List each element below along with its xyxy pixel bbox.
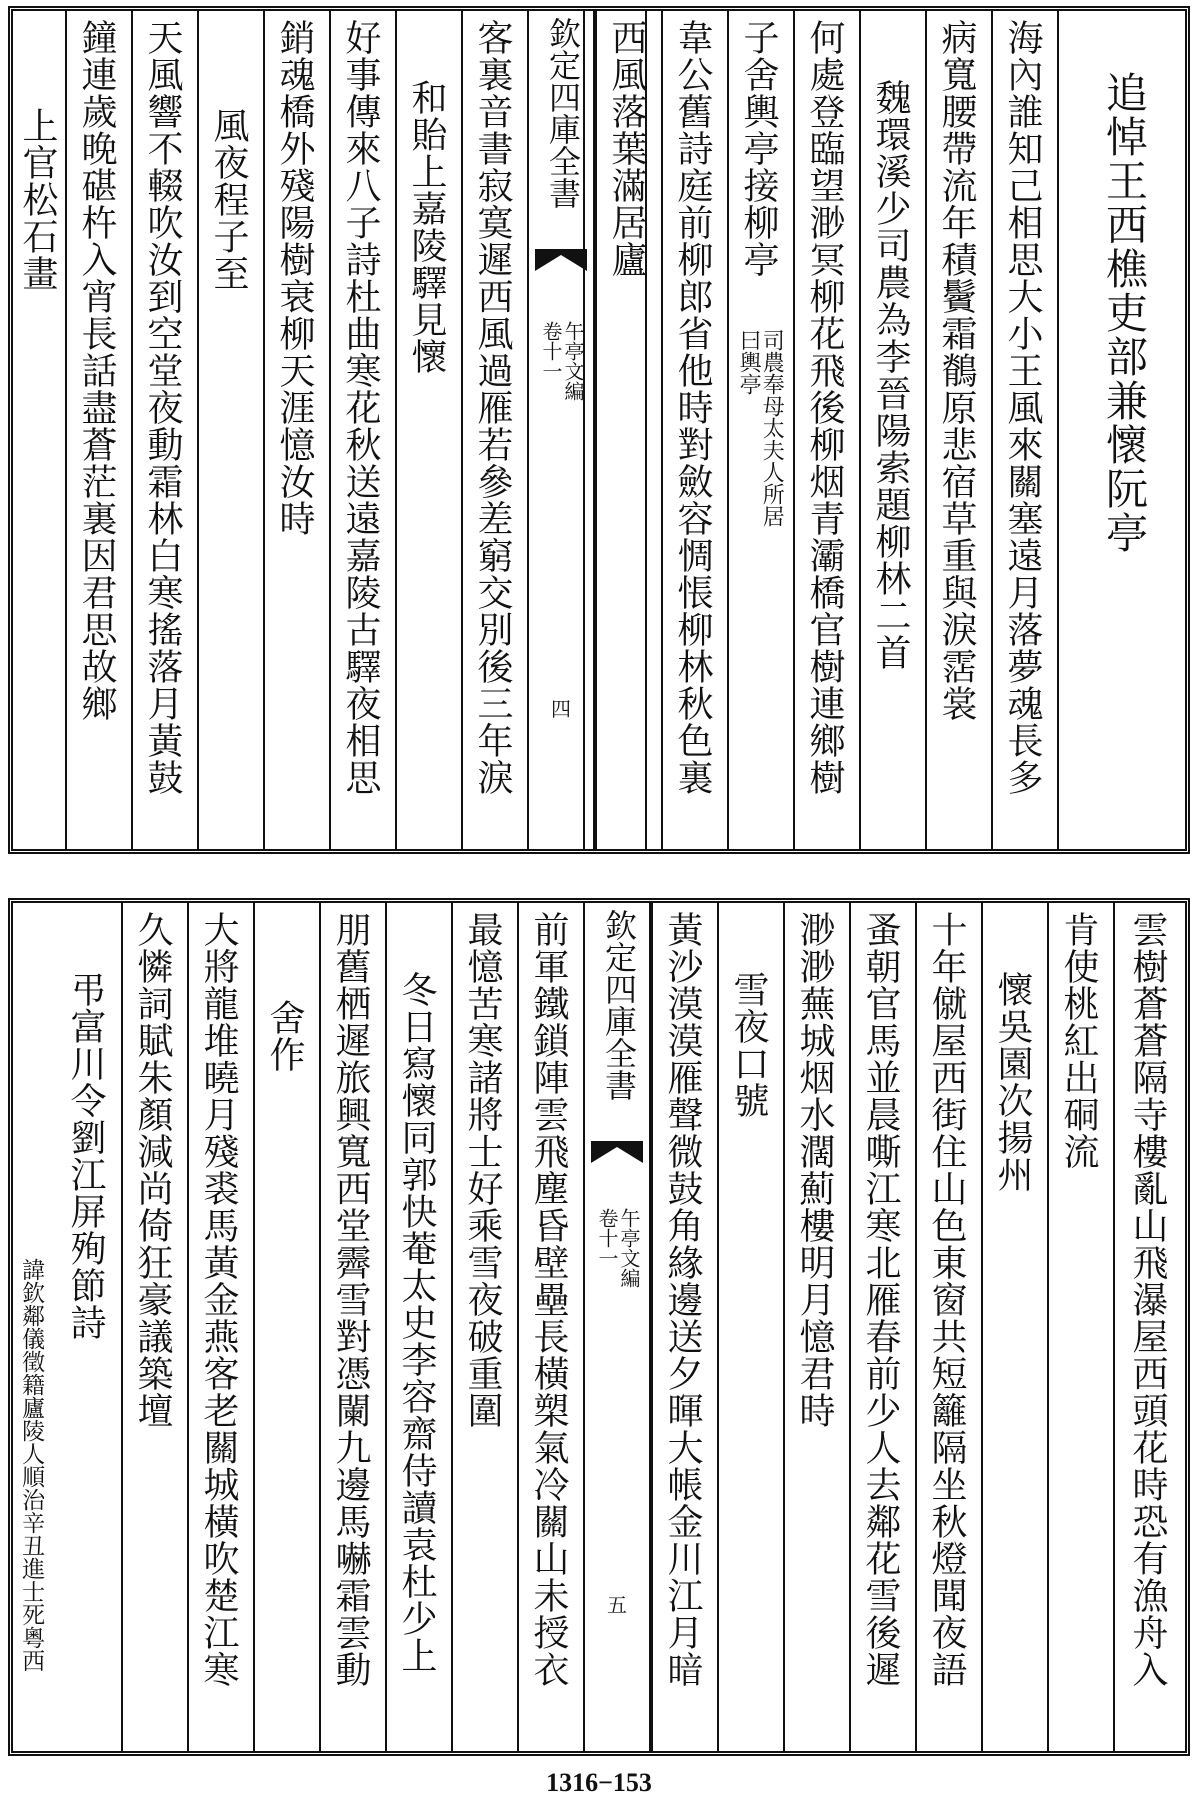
text-column: [461, 11, 527, 849]
column-text: 子舍輿亭接柳亭: [738, 19, 779, 278]
top-page: [8, 6, 1190, 854]
text-column: [131, 11, 197, 849]
column-text: 黃沙漠漠雁聲微鼓角緣邊送夕暉大帳金川江月暗: [662, 911, 703, 1688]
text-column: [65, 11, 131, 849]
text-column: [329, 11, 395, 849]
strip-page-number: 五: [607, 1593, 627, 1617]
text-column: [981, 903, 1047, 1751]
text-column: [13, 903, 121, 1751]
column-text: 魏環溪少司農為李晉陽索題柳林二首: [870, 79, 911, 671]
strip-page-number: 四: [551, 697, 571, 721]
column-text: 前軍鐵鎖陣雲飛塵昏壁壘長橫槊氣冷關山未授衣: [528, 911, 569, 1688]
text-column: [13, 11, 65, 849]
strip-volume: 卷十一: [595, 1208, 619, 1268]
column-text: 病寬腰帶流年積鬢霜鶺原悲宿草重與淚霑裳: [936, 19, 977, 722]
strip-book: 午亭文編: [617, 1208, 641, 1288]
column-text: 渺渺蕪城烟水濶薊樓明月憶君時: [794, 911, 835, 1429]
column-text: 韋公舊詩庭前柳郎省他時對斂容惆悵柳林秋色裏: [672, 19, 713, 796]
text-column: [319, 903, 385, 1751]
column-text: 和貽上嘉陵驛見懷: [406, 79, 447, 375]
column-text: 上官松石畫: [17, 107, 58, 292]
column-text: 肯使桃紅出硐流: [1058, 911, 1099, 1170]
column-text: 海內誰知己相思大小王風來關塞遠月落夢魂長多: [1002, 19, 1043, 796]
column-text: 舍作: [264, 999, 305, 1073]
text-column: [197, 11, 263, 849]
column-text: 最憶苦寒諸將士好乘雪夜破重圍: [462, 911, 503, 1429]
annotation-note: 諱欽鄰儀徵籍廬陵人順治辛丑進士死粵西: [18, 1258, 45, 1672]
text-column: [253, 903, 319, 1751]
text-column: [1047, 903, 1113, 1751]
fishtail-icon: [535, 249, 587, 271]
text-column: [793, 11, 859, 849]
text-column: [263, 11, 329, 849]
center-strip: [583, 903, 651, 1751]
text-column: [991, 11, 1057, 849]
text-column: [187, 903, 253, 1751]
text-column: [783, 903, 849, 1751]
column-text: 弔富川令劉江屏殉節詩: [65, 971, 106, 1341]
column-text: 十年僦屋西街住山色東窗共短籬隔坐秋燈聞夜語: [926, 911, 967, 1688]
column-text: 好事傳來八子詩杜曲寒花秋送遠嘉陵古驛夜相思: [340, 19, 381, 796]
column-text: 冬日寫懷同郭快菴太史李容齋侍讀袁杜少上: [396, 971, 437, 1674]
strip-book: 午亭文編: [561, 321, 585, 401]
column-text: 雲樹蒼蒼隔寺樓亂山飛瀑屋西頭花時恐有漁舟入: [1127, 911, 1168, 1688]
text-column: [717, 903, 783, 1751]
text-column: [517, 903, 583, 1751]
column-text: 客裏音書寂寞遲西風過雁若參差窮交別後三年淚: [472, 19, 513, 796]
text-column: [925, 11, 991, 849]
text-column: [915, 903, 981, 1751]
column-text: 懷吳園次揚州: [992, 971, 1033, 1193]
bottom-page: [8, 898, 1190, 1756]
center-strip: [527, 11, 595, 849]
column-text: 蚤朝官馬並晨嘶江寒北雁春前少人去鄰花雪後遲: [860, 911, 901, 1688]
column-text: 久憐詞賦朱顏減尚倚狂豪議築壇: [132, 911, 173, 1429]
text-column: [121, 903, 187, 1751]
column-text: 追悼王西樵吏部兼懷阮亭: [1100, 71, 1149, 555]
text-column: [385, 903, 451, 1751]
column-text: 鐘連歲晚碪杵入宵長話盡蒼茫裏因君思故鄉: [76, 19, 117, 722]
text-column: [849, 903, 915, 1751]
column-text: 天風響不輟吹汝到空堂夜動霜林白寒搖落月黃鼓: [142, 19, 183, 796]
strip-title: 欽定四庫全書: [600, 909, 638, 1101]
strip-volume: 卷十一: [539, 321, 563, 381]
column-text: 何處登臨望渺冥柳花飛後柳烟青灞橋官樹連鄉樹: [804, 19, 845, 796]
fishtail-icon: [591, 1141, 643, 1163]
page-code: 1316−153: [546, 1768, 652, 1797]
text-column: [727, 11, 793, 849]
column-text: 風夜程子至: [208, 107, 249, 292]
column-text: 銷魂橋外殘陽樹衰柳天涯憶汝時: [274, 19, 315, 537]
column-text: 西風落葉滿居廬: [606, 19, 647, 278]
text-column: [651, 903, 717, 1751]
text-column: [1057, 11, 1185, 849]
column-text: 朋舊栖遲旅興寬西堂霽雪對憑闌九邊馬嚇霜雲動: [330, 911, 371, 1688]
strip-title: 欽定四庫全書: [544, 17, 582, 209]
text-column: [661, 11, 727, 849]
text-column: [395, 11, 461, 849]
text-column: [1113, 903, 1185, 1751]
column-text: 大將龍堆曉月殘裘馬黃金燕客老關城橫吹楚江寒: [198, 911, 239, 1688]
text-column: [451, 903, 517, 1751]
annotation-note: 司農奉母太夫人所居曰輿亭: [736, 329, 785, 527]
text-column: [859, 11, 925, 849]
column-text: 雪夜口號: [728, 971, 769, 1119]
